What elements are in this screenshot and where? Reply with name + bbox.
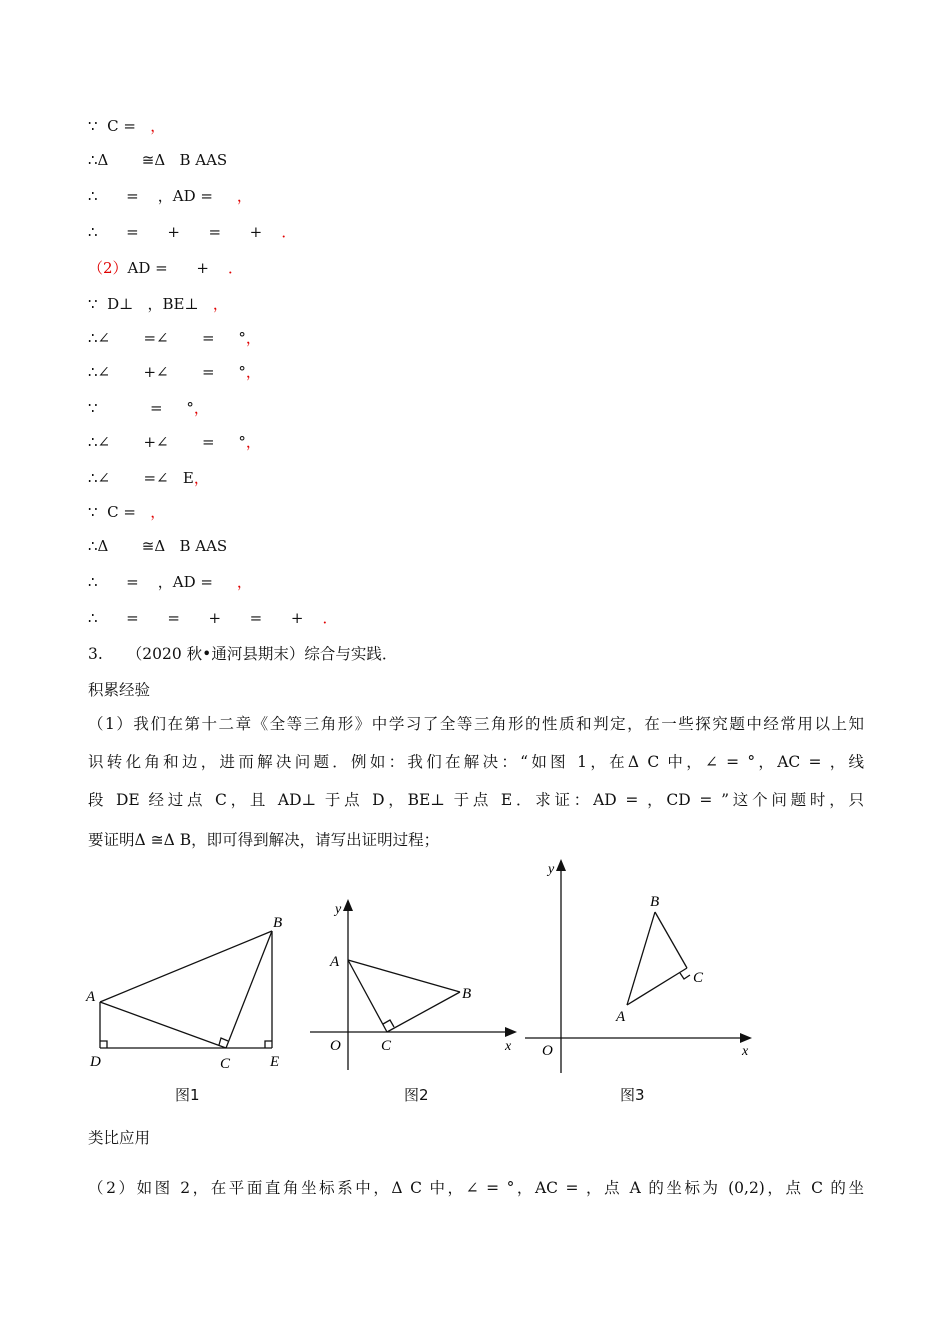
problem-paragraph-part2-line-1: （2）如图 2，在平面直角坐标系中，Δ C 中，∠ = °，AC = ，点 A 的坐标为 (0,2)，点 C 的坐 (88, 1179, 864, 1197)
proof2-line-9: ∴ = ，AD = ， (88, 573, 252, 591)
figure-2 (305, 895, 525, 1075)
proof1-line-3: ∴ = ，AD = ， (88, 187, 252, 205)
proof1-line-2: ∴Δ ≅Δ B AAS (88, 151, 228, 169)
fig3-origin: O (542, 1043, 553, 1059)
proof2-line-8: ∴Δ ≅Δ B AAS (88, 537, 228, 555)
fig3-point-c: C (693, 970, 704, 986)
figure-1 (80, 905, 300, 1080)
fig1-point-d: D (90, 1054, 101, 1070)
figure-3-caption: 图3 (620, 1086, 645, 1104)
proof2-line-1: ∵ D⊥ ，BE⊥ ， (88, 295, 228, 313)
section-heading-experience: 积累经验 (88, 681, 151, 699)
fig2-origin: O (330, 1038, 341, 1054)
fig2-point-c: C (381, 1038, 392, 1054)
fig3-point-a: A (616, 1009, 626, 1025)
proof2-line-10: ∴ = = + = + ． (88, 609, 338, 627)
fig1-point-e: E (270, 1054, 280, 1070)
fig3-point-b: B (650, 894, 660, 910)
figure-2-caption: 图2 (404, 1086, 429, 1104)
figure-3 (520, 855, 760, 1075)
fig1-point-c: C (220, 1056, 231, 1072)
proof2-line-4: ∵ = °， (88, 399, 209, 417)
proof2-line-2: ∴∠ =∠ = °， (88, 329, 261, 347)
proof2-line-6: ∴∠ =∠ E， (88, 469, 209, 487)
proof1-line-1: ∵ C = ， (88, 117, 166, 135)
problem-number: 3. (88, 645, 103, 663)
proof2-line-5: ∴∠ +∠ = °， (88, 433, 261, 451)
figure-1-caption: 图1 (175, 1086, 200, 1104)
problem-3-header (88, 644, 397, 664)
proof2-line-3: ∴∠ +∠ = °， (88, 363, 261, 381)
problem-paragraph-line-2: 识转化角和边，进而解决问题．例如：我们在解决：“如图 1，在Δ C 中，∠ = °，AC = ，线 (88, 753, 864, 771)
problem-paragraph-line-1: （1）我们在第十二章《全等三角形》中学习了全等三角形的性质和判定，在一些探究题中经常用以上知 (88, 715, 864, 733)
problem-source: （2020 秋•通河县期末）综合与实践． (126, 645, 398, 663)
problem-paragraph-line-3: 段 DE 经过点 C，且 AD⊥ 于点 D，BE⊥ 于点 E．求证：AD = ，CD = ”这个问题时，只 (88, 791, 864, 809)
section-heading-analogy: 类比应用 (88, 1129, 151, 1147)
fig3-x-axis-label: x (742, 1044, 749, 1059)
fig2-x-axis-label: x (505, 1039, 512, 1054)
fig2-y-axis-label: y (335, 902, 342, 917)
proof2-line-7: ∵ C = ， (88, 503, 166, 521)
fig2-point-b: B (462, 986, 472, 1002)
fig2-point-a: A (330, 954, 340, 970)
fig3-y-axis-label: y (548, 862, 555, 877)
fig1-point-b: B (273, 915, 283, 931)
fig1-point-a: A (86, 989, 96, 1005)
part2-heading: （2）AD = + ． (88, 259, 244, 277)
proof1-line-4: ∴ = + = + ． (88, 223, 297, 241)
problem-paragraph-line-4: 要证明Δ ≅Δ B，即可得到解决，请写出证明过程； (88, 831, 440, 849)
